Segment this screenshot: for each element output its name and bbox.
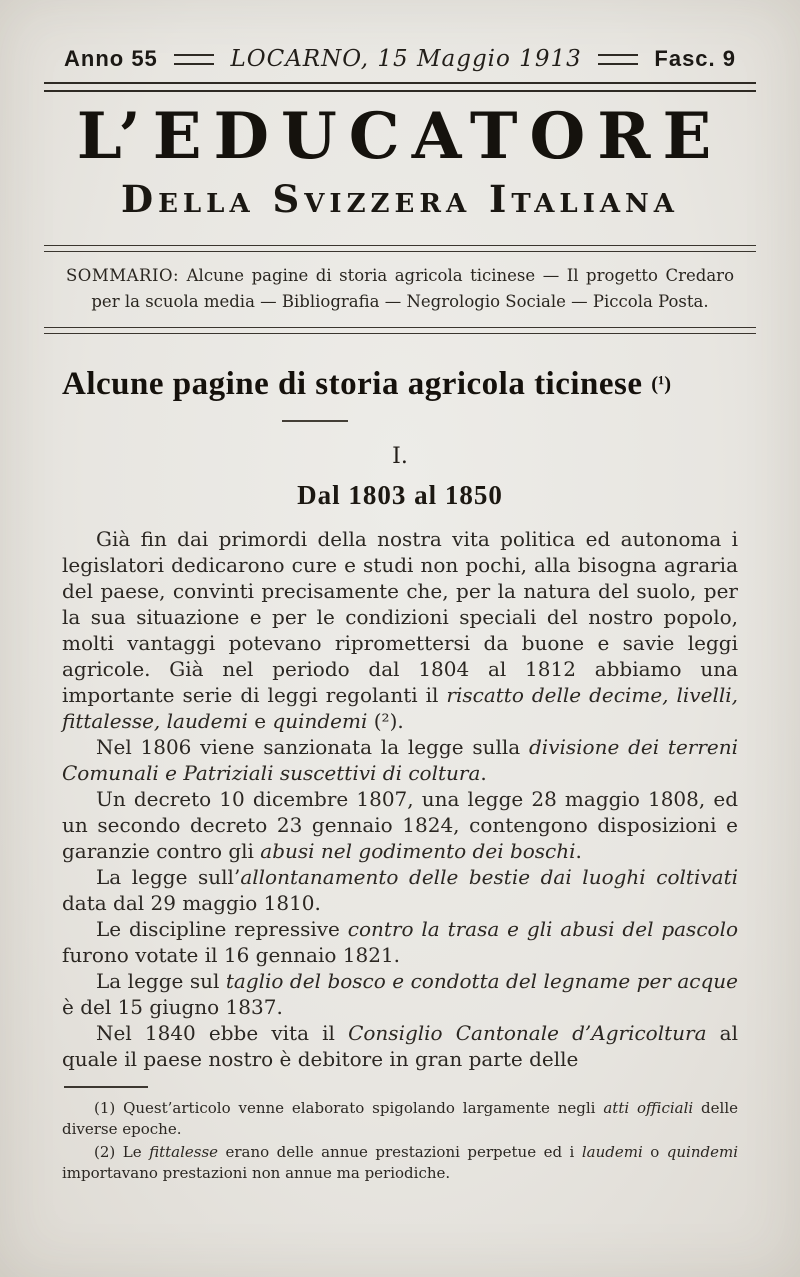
sommario-items: Alcune pagine di storia agricola ticinese — Il progetto Credaro per la scuola media — Bibliografia — Negrologio Sociale — Piccola Posta. — [91, 265, 734, 311]
masthead — [62, 46, 738, 221]
journal-title: L’EDUCATORE — [76, 99, 724, 174]
sommario-rule-bottom — [44, 327, 756, 334]
article-paragraph: Le discipline repressive contro la trasa e gli abusi del pascolo furono votate il 16 gennaio 1821. — [62, 917, 739, 967]
masthead-row — [62, 46, 738, 72]
article-body — [62, 526, 738, 1072]
article-paragraph: Un decreto 10 dicembre 1807, una legge 28 maggio 1808, ed un secondo decreto 23 gennaio 1824, contengono disposizioni e garanzie contro gli abusi nel godimento dei boschi. — [62, 787, 738, 863]
article-title-footnote-ref: (¹) — [651, 372, 672, 395]
journal-subtitle: Della Svizzera Italiana — [121, 177, 679, 222]
sommario-rule-top — [44, 245, 756, 252]
article-title-text: Alcune pagine di storia agricola ticinese — [62, 366, 643, 403]
footnote-separator-rule — [64, 1086, 148, 1088]
article — [62, 366, 738, 1072]
footnote: (1) Quest’articolo venne elaborato spigolando largamente negli atti officiali delle diverse epoche. — [62, 1099, 738, 1138]
chapter-title: Dal 1803 al 1850 — [297, 480, 503, 510]
article-paragraph: Nel 1840 ebbe vita il Consiglio Cantonale d’Agricoltura al quale il paese nostro è debitore in gran parte delle — [62, 1021, 738, 1071]
article-paragraph: La legge sull’allontanamento delle bestie dai luoghi coltivati data dal 29 maggio 1810. — [62, 865, 739, 915]
article-paragraph: Nel 1806 viene sanzionata la legge sulla divisione dei terreni Comunali e Patriziali suscettivi di coltura. — [62, 735, 739, 785]
article-title — [62, 366, 738, 404]
title-underline-rule — [282, 420, 348, 422]
footnotes — [62, 1086, 738, 1184]
masthead-separator-right — [598, 54, 639, 65]
issue-place-date: LOCARNO, 15 Maggio 1913 — [230, 46, 582, 72]
masthead-separator-left — [174, 54, 215, 65]
chapter-number: I. — [392, 444, 408, 469]
issue-fascicle: Fasc. 9 — [654, 46, 736, 71]
sommario-label: SOMMARIO: — [66, 265, 180, 285]
article-paragraph: Già fin dai primordi della nostra vita politica ed autonoma i legislatori dedicarono cure e studi non pochi, alla bisogna agraria del paese, convinti precisamente che, per la natura del suolo, per la sua situazione e per le condizioni speciali del nostro popolo, molti vantaggi potevano ripromettersi da buone e savie leggi agricole. Già nel periodo dal 1804 al 1812 abbiamo una importante serie di leggi regolanti il riscatto delle decime, livelli, fittalesse, laudemi e quindemi (²). — [62, 527, 738, 733]
sommario-section — [62, 245, 738, 334]
masthead-rule — [44, 82, 756, 92]
article-paragraph: La legge sul taglio del bosco e condotta del legname per acque è del 15 giugno 1837. — [62, 969, 738, 1019]
sommario — [62, 263, 738, 314]
footnote: (2) Le fittalesse erano delle annue prestazioni perpetue ed i laudemi o quindemi importavano prestazioni non annue ma periodiche. — [62, 1143, 738, 1182]
issue-year: Anno 55 — [64, 46, 158, 71]
